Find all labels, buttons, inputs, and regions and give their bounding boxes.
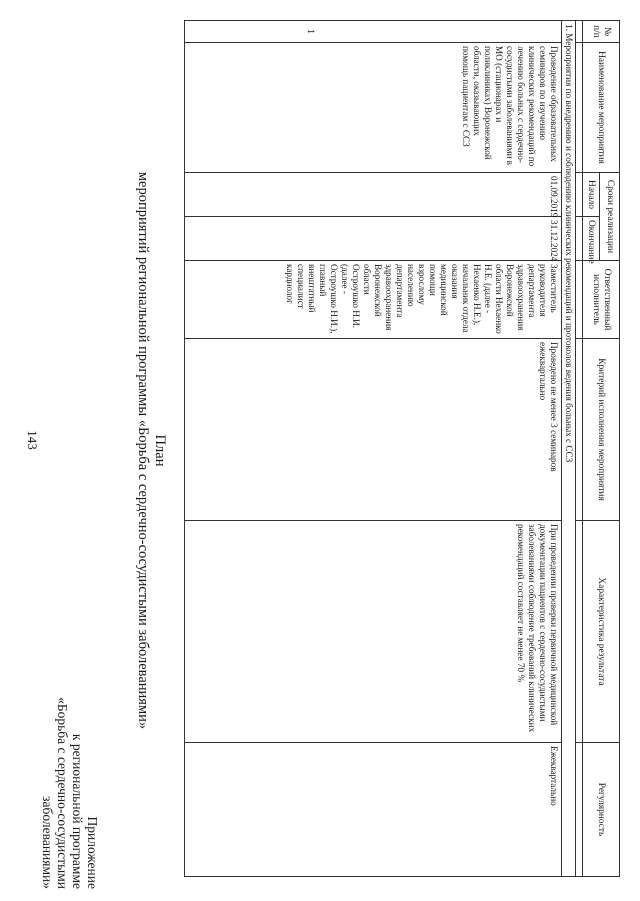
table-row (185, 21, 562, 877)
cell-name: Проведение образовательных семинаров по изучению клинических рекомендаций по лечению больных с сердечно-сосудистыми заболеваниями в МО (стационарах и поликлиниках) Воронежской области, оказывающих помощь пациентам с ССЗ (185, 43, 562, 173)
appendix-line: к региональной программе (70, 733, 85, 889)
header-name: Наименование мероприятия (583, 43, 620, 173)
header-dates: Сроки реализации (600, 173, 620, 261)
section-title: 1. Мероприятия по внедрению и соблюдению клинических рекомендаций и протоколов ведения больных с ССЗ (562, 21, 576, 877)
cell-result: При проведении проверки первичной медицинской документации пациентов с сердечно-сосудистыми заболеваниями соблюдение требований клинических рекомендаций составляет не менее 70 % (185, 521, 562, 743)
header-regularity: Регулярность (583, 743, 620, 877)
title-line: мероприятий региональной программы «Борьба с сердечно-сосудистыми заболеваниями» (135, 171, 151, 730)
page-number: 143 (25, 430, 40, 450)
cell-regularity: Ежеквартально (185, 743, 562, 877)
cell-end: 31.12.2024 (185, 217, 562, 261)
appendix-note (40, 489, 100, 889)
cell-responsible: Заместитель руководителя департамента здравоохранения Воронежской области Нехаенко Н.Е. (далее - Нехаенко Н.Е.), начальник отдела оказания медицинской помощи взрослому населению департамента здравоохранения Воронежской области Остроушко Н.И. (далее - Остроушко Н.И.), главный внештатный специалист кардиолог (185, 261, 562, 339)
header-responsible: Ответственный исполнитель (583, 261, 620, 339)
appendix-line: Приложение (85, 816, 100, 889)
cell-start: 01.09.2019 (185, 173, 562, 217)
title-line: План (152, 434, 168, 467)
appendix-line: заболеваниями» (40, 796, 55, 889)
header-start: Начало (583, 173, 600, 217)
spacer-row (576, 21, 583, 877)
header-result: Характеристика результата (583, 521, 620, 743)
appendix-line: «Борьба с сердечно-сосудистыми (55, 697, 70, 889)
plan-table (184, 20, 620, 877)
header-end: Окончание (583, 217, 600, 261)
section-row (562, 21, 576, 877)
cell-num: 1 (185, 21, 562, 43)
header-criterion: Критерий исполнения мероприятия (583, 339, 620, 521)
header-num: № п/п (583, 21, 620, 43)
plan-title (134, 0, 168, 901)
cell-criterion: Проведено не менее 3 семинаров ежеквартально (185, 339, 562, 521)
